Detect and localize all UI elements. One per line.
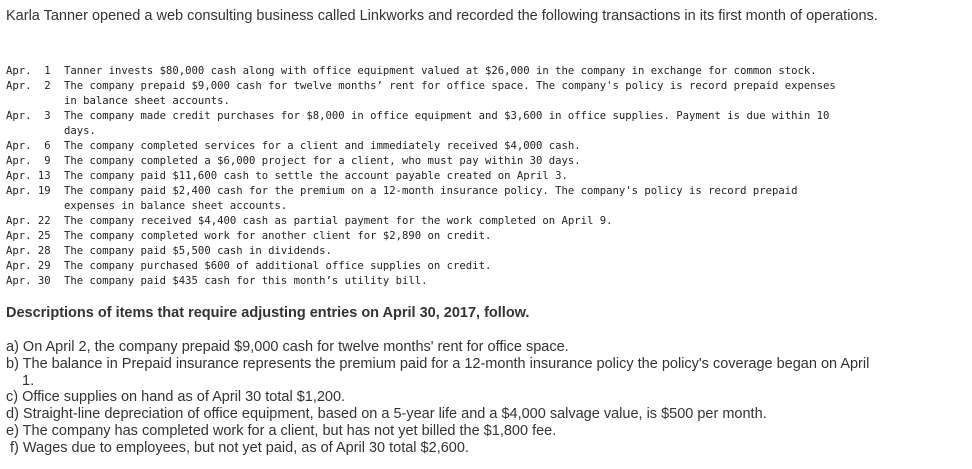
transaction-row: [6, 109, 968, 139]
transaction-date: Apr. 25: [6, 230, 51, 242]
transaction-date: Apr. 6: [6, 140, 51, 152]
transaction-date: Apr. 28: [6, 245, 51, 257]
transaction-description: The company received $4,400 cash as partial payment for the work completed on April 9.: [64, 215, 613, 227]
transaction-date: Apr. 29: [6, 260, 51, 272]
transaction-date: Apr. 2: [6, 80, 51, 92]
transaction-description: Tanner invests $80,000 cash along with office equipment valued at $26,000 in the company in exchange for common stock.: [64, 65, 817, 77]
adjustment-item: e) The company has completed work for a client, but has not yet billed the $1,800 fee.: [6, 422, 557, 439]
transaction-date: Apr. 3: [6, 110, 51, 122]
transaction-row: [6, 274, 968, 289]
transaction-description: The company paid $11,600 cash to settle the account payable created on April 3.: [64, 170, 568, 182]
transaction-row: [6, 79, 968, 109]
transaction-row: [6, 244, 968, 259]
transaction-row: [6, 184, 968, 214]
transaction-date: Apr. 9: [6, 155, 51, 167]
adjustments-heading: Descriptions of items that require adjusting entries on April 30, 2017, follow.: [6, 305, 530, 321]
adjustments-list: [6, 339, 951, 457]
intro-paragraph: Karla Tanner opened a web consulting business called Linkworks and recorded the following transactions in its first month of operations.: [6, 8, 878, 24]
transaction-row: [6, 169, 968, 184]
transaction-date: Apr. 19: [6, 185, 51, 197]
adjustment-item: d) Straight-line depreciation of office equipment, based on a 5-year life and a $4,000 salvage value, is $500 per month.: [6, 406, 767, 423]
transaction-description: The company purchased $600 of additional office supplies on credit.: [64, 260, 492, 272]
transaction-date: Apr. 30: [6, 275, 51, 287]
transaction-description: The company completed a $6,000 project for a client, who must pay within 30 days.: [64, 155, 581, 167]
transaction-description: The company completed services for a client and immediately received $4,000 cash.: [64, 140, 581, 152]
adjustment-item: f) Wages due to employees, but not yet paid, as of April 30 total $2,600.: [6, 439, 469, 456]
transaction-row: [6, 154, 968, 169]
transaction-date: Apr. 1: [6, 65, 51, 77]
transaction-date: Apr. 13: [6, 170, 51, 182]
transaction-date: Apr. 22: [6, 215, 51, 227]
adjustment-item: b) The balance in Prepaid insurance represents the premium paid for a 12-month insurance policy the policy's coverage began on April 1.: [6, 355, 870, 389]
transaction-row: [6, 214, 968, 229]
transaction-description: The company completed work for another client for $2,890 on credit.: [64, 230, 492, 242]
transaction-description: The company paid $2,400 cash for the premium on a 12-month insurance policy. The company's policy is record prepaid expenses in balance sheet accounts.: [64, 185, 798, 212]
adjustment-item: c) Office supplies on hand as of April 30 total $1,200.: [6, 389, 346, 406]
adjustment-item: a) On April 2, the company prepaid $9,000 cash for twelve months' rent for office space.: [6, 339, 569, 355]
transaction-description: The company made credit purchases for $8,000 in office equipment and $3,600 in office supplies. Payment is due within 10 days.: [64, 110, 830, 137]
transaction-row: [6, 259, 968, 274]
transaction-description: The company paid $5,500 cash in dividends.: [64, 245, 332, 257]
transaction-row: [6, 64, 968, 79]
transaction-description: The company paid $435 cash for this month’s utility bill.: [64, 275, 428, 287]
transaction-description: The company prepaid $9,000 cash for twelve months’ rent for office space. The company's policy is record prepaid expenses in balance sheet accounts.: [64, 80, 836, 107]
transaction-row: [6, 229, 968, 244]
transaction-list: [6, 64, 968, 289]
transaction-row: [6, 139, 968, 154]
